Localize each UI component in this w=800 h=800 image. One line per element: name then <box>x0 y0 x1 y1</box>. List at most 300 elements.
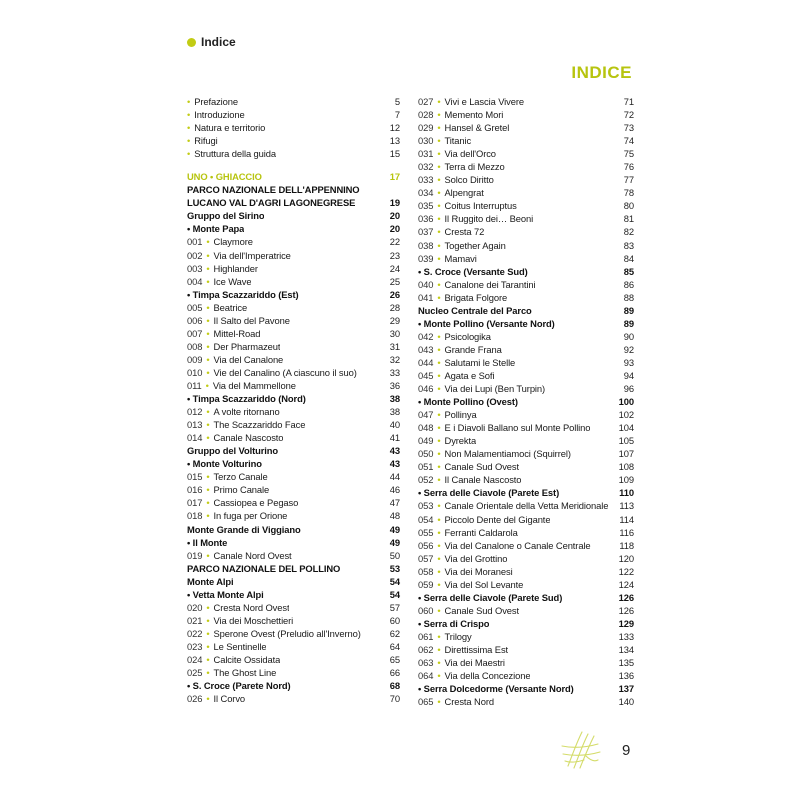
entry-label <box>187 601 289 614</box>
entry-page-number: 94 <box>623 369 634 381</box>
entry-page-number: 65 <box>389 653 400 665</box>
route-number: 020 <box>187 601 203 613</box>
index-entry <box>187 549 400 562</box>
bullet-icon: • <box>437 226 441 238</box>
entry-title: • Serra Dolcedorme (Versante Nord) <box>418 683 574 695</box>
entry-label <box>418 565 513 578</box>
index-entry <box>418 343 634 356</box>
bullet-icon: • <box>206 236 210 248</box>
index-entry <box>187 614 400 627</box>
entry-title: Ferranti Caldarola <box>444 526 518 538</box>
bullet-icon: • <box>437 461 441 473</box>
entry-page-number: 17 <box>389 171 400 183</box>
bullet-icon: • <box>206 301 210 313</box>
route-number: 057 <box>418 552 434 564</box>
entry-label <box>418 421 590 434</box>
bullet-icon: • <box>437 96 441 107</box>
entry-page-number: 84 <box>623 252 634 264</box>
index-entry <box>187 275 400 288</box>
route-number: 052 <box>418 474 434 486</box>
entry-title: • S. Croce (Parete Nord) <box>187 680 291 692</box>
index-entry <box>418 473 634 486</box>
index-entry <box>418 317 634 330</box>
entry-label <box>418 473 521 486</box>
entry-page-number: 70 <box>389 693 400 705</box>
bullet-icon: • <box>437 435 441 447</box>
entry-title: Coitus Interruptus <box>444 200 517 212</box>
entry-label <box>418 682 574 695</box>
entry-label <box>187 640 266 653</box>
entry-label <box>418 578 523 591</box>
entry-page-number: 114 <box>619 513 634 525</box>
bullet-icon: • <box>206 340 210 352</box>
route-number: 022 <box>187 627 203 639</box>
index-entry <box>187 653 400 666</box>
entry-title: Via del Canalone o Canale Centrale <box>444 539 591 551</box>
entry-page-number: 136 <box>618 670 634 682</box>
entry-page-number: 43 <box>389 458 400 470</box>
entry-label <box>418 291 507 304</box>
entry-title: Via della Concezione <box>444 670 531 682</box>
entry-label <box>187 327 260 340</box>
entry-label <box>187 108 245 121</box>
entry-page-number: 46 <box>389 484 400 496</box>
bullet-icon: • <box>437 200 441 212</box>
entry-label <box>418 330 491 343</box>
entry-page-number: 43 <box>389 445 400 457</box>
bullet-icon: • <box>437 383 441 395</box>
entry-title: Via dei Moranesi <box>444 565 513 577</box>
bullet-icon: • <box>437 552 441 564</box>
entry-label <box>418 591 562 604</box>
route-number: 029 <box>418 122 434 134</box>
entry-label <box>187 536 227 549</box>
entry-page-number: 71 <box>623 96 634 107</box>
entry-page-number: 64 <box>389 640 400 652</box>
bullet-icon: • <box>437 330 441 342</box>
entry-page-number: 48 <box>389 510 400 522</box>
bullet-icon: • <box>437 643 441 655</box>
entry-label <box>187 249 291 262</box>
entry-label <box>187 653 280 666</box>
bullet-icon: • <box>437 291 441 303</box>
index-entry <box>187 196 400 209</box>
entry-page-number: 129 <box>618 617 634 629</box>
index-entry <box>418 604 634 617</box>
entry-title: Il Salto del Pavone <box>213 314 290 326</box>
bullet-icon: • <box>206 314 210 326</box>
entry-title: Via dei Lupi (Ben Turpin) <box>444 383 546 395</box>
index-entry <box>418 173 634 186</box>
entry-label <box>187 418 305 431</box>
entry-page-number: 137 <box>618 683 634 695</box>
bullet-icon: • <box>206 366 210 378</box>
entry-title: Le Sentinelle <box>213 640 267 652</box>
bullet-icon: • <box>437 213 441 225</box>
entry-label <box>418 669 530 682</box>
entry-page-number: 54 <box>389 588 400 600</box>
entry-title: • Il Monte <box>187 536 228 548</box>
bullet-icon: • <box>437 409 441 421</box>
entry-page-number: 53 <box>389 562 400 574</box>
bullet-icon: • <box>437 630 441 642</box>
index-entry <box>187 496 400 509</box>
entry-title: • Timpa Scazzariddo (Est) <box>187 288 299 300</box>
index-entry <box>187 249 400 262</box>
index-entry <box>187 692 400 705</box>
route-number: 053 <box>418 500 434 512</box>
entry-title: Gruppo del Sirino <box>187 210 265 222</box>
entry-label <box>418 369 494 382</box>
bullet-icon: • <box>437 565 441 577</box>
index-entry <box>187 536 400 549</box>
index-entry <box>418 369 634 382</box>
index-entry <box>187 353 400 366</box>
bullet-icon: • <box>206 653 210 665</box>
index-entry <box>418 265 634 278</box>
index-entry <box>187 679 400 692</box>
entry-title: Together Again <box>444 239 506 251</box>
route-number: 044 <box>418 356 434 368</box>
route-number: 054 <box>418 513 434 525</box>
route-number: 025 <box>187 667 203 679</box>
entry-page-number: 47 <box>389 497 400 509</box>
route-number: 014 <box>187 432 203 444</box>
entry-page-number: 126 <box>618 604 634 616</box>
index-entry <box>187 314 400 327</box>
bullet-icon: • <box>437 578 441 590</box>
entry-page-number: 72 <box>623 109 634 121</box>
entry-title: In fuga per Orione <box>213 510 288 522</box>
entry-label <box>187 679 291 692</box>
route-number: 021 <box>187 614 203 626</box>
index-entry <box>418 656 634 669</box>
route-number: 037 <box>418 226 434 238</box>
route-number: 060 <box>418 604 434 616</box>
entry-page-number: 81 <box>623 213 634 225</box>
route-number: 008 <box>187 340 203 352</box>
route-number: 017 <box>187 497 203 509</box>
entry-label <box>187 235 253 248</box>
route-number: 056 <box>418 539 434 551</box>
entry-title: The Scazzariddo Face <box>213 419 306 431</box>
index-entry <box>187 601 400 614</box>
route-number: 042 <box>418 330 434 342</box>
section-header-label: Indice <box>201 35 236 49</box>
entry-page-number: 90 <box>623 330 634 342</box>
entry-title: Claymore <box>213 236 253 248</box>
entry-title: The Ghost Line <box>213 667 277 679</box>
bullet-icon: • <box>437 369 441 381</box>
index-entry <box>187 457 400 470</box>
index-entry <box>418 513 634 526</box>
bullet-icon: • <box>437 526 441 538</box>
entry-label <box>187 627 361 640</box>
index-entry <box>187 288 400 301</box>
index-entry <box>187 509 400 522</box>
bullet-icon: • <box>437 356 441 368</box>
entry-page-number: 57 <box>389 601 400 613</box>
entry-label <box>187 470 268 483</box>
entry-title: Via dell'Orco <box>444 148 496 160</box>
index-entry <box>187 183 400 196</box>
entry-label <box>187 275 251 288</box>
index-entry <box>418 304 634 317</box>
index-entry <box>187 121 400 134</box>
index-entry <box>187 470 400 483</box>
bullet-icon: • <box>187 109 191 121</box>
entry-label <box>187 692 245 705</box>
bullet-icon: • <box>437 343 441 355</box>
bullet-icon: • <box>206 549 210 561</box>
route-number: 015 <box>187 471 203 483</box>
entry-title: • Monte Pollino (Ovest) <box>418 396 518 408</box>
entry-title: Hansel & Gretel <box>444 122 510 134</box>
entry-title: Pollinya <box>444 409 477 421</box>
entry-page-number: 108 <box>618 461 634 473</box>
entry-label <box>187 444 278 457</box>
entry-label <box>418 630 472 643</box>
index-entry <box>418 356 634 369</box>
entry-label <box>187 523 301 536</box>
entry-page-number: 62 <box>389 627 400 639</box>
entry-title: Prefazione <box>194 96 239 107</box>
entry-title: Canale Nascosto <box>213 432 284 444</box>
entry-label <box>418 434 476 447</box>
entry-label <box>187 575 234 588</box>
index-entry <box>187 301 400 314</box>
entry-title: Canalone dei Tarantini <box>444 278 536 290</box>
index-entry <box>418 291 634 304</box>
entry-page-number: 73 <box>623 122 634 134</box>
entry-title: Terzo Canale <box>213 471 268 483</box>
entry-page-number: 23 <box>389 249 400 261</box>
entry-label <box>418 395 518 408</box>
index-entry <box>418 330 634 343</box>
entry-page-number: 49 <box>389 523 400 535</box>
entry-title: Titanic <box>444 135 472 147</box>
entry-title: Cresta Nord <box>444 696 494 708</box>
entry-label <box>187 170 262 183</box>
index-entry <box>418 121 634 134</box>
entry-page-number: 100 <box>618 396 634 408</box>
entry-page-number: 24 <box>389 262 400 274</box>
bullet-icon: • <box>437 670 441 682</box>
entry-label <box>187 666 276 679</box>
entry-label <box>418 95 524 108</box>
index-column-right <box>418 95 634 708</box>
index-entry <box>187 588 400 601</box>
route-number: 050 <box>418 448 434 460</box>
entry-page-number: 83 <box>623 239 634 251</box>
entry-page-number: 36 <box>389 379 400 391</box>
entry-page-number: 86 <box>623 278 634 290</box>
entry-label <box>187 457 262 470</box>
entry-page-number: 107 <box>618 448 634 460</box>
route-number: 059 <box>418 578 434 590</box>
bullet-icon: • <box>437 135 441 147</box>
entry-title: Via del Grottino <box>444 552 508 564</box>
index-entry <box>418 395 634 408</box>
entry-label <box>418 408 477 421</box>
entry-page-number: 5 <box>394 96 400 107</box>
entry-label <box>187 340 280 353</box>
route-number: 039 <box>418 252 434 264</box>
entry-title: Primo Canale <box>213 484 270 496</box>
entry-title: Vivi e Lascia Vivere <box>444 96 524 107</box>
entry-title: Terra di Mezzo <box>444 161 505 173</box>
route-number: 051 <box>418 461 434 473</box>
entry-label <box>418 186 484 199</box>
entry-title: Mamavi <box>444 252 477 264</box>
entry-page-number: 109 <box>618 474 634 486</box>
route-number: 004 <box>187 275 203 287</box>
entry-title: Canale Sud Ovest <box>444 461 520 473</box>
entry-label <box>418 225 484 238</box>
route-number: 010 <box>187 366 203 378</box>
entry-title: Via del Sol Levante <box>444 578 524 590</box>
entry-title: UNO • GHIACCIO <box>187 171 262 183</box>
entry-title: Der Pharmazeut <box>213 340 281 352</box>
entry-label <box>187 147 276 160</box>
entry-title: Natura e territorio <box>194 122 266 134</box>
entry-title: Via dei Moschettieri <box>213 614 294 626</box>
index-entry <box>187 327 400 340</box>
index-entry <box>187 366 400 379</box>
route-number: 007 <box>187 327 203 339</box>
entry-title: Brigata Folgore <box>444 291 508 303</box>
bullet-icon: • <box>437 161 441 173</box>
entry-page-number: 15 <box>389 148 400 160</box>
entry-title: Rifugi <box>194 135 218 147</box>
entry-title: Cassiopea e Pegaso <box>213 497 299 509</box>
route-number: 002 <box>187 249 203 261</box>
index-entry <box>187 134 400 147</box>
entry-label <box>187 549 292 562</box>
signature-mark-icon <box>560 726 602 770</box>
index-entry <box>418 421 634 434</box>
index-entry <box>418 382 634 395</box>
route-number: 009 <box>187 353 203 365</box>
entry-label <box>187 379 296 392</box>
bullet-icon: • <box>437 513 441 525</box>
index-entry <box>187 431 400 444</box>
bullet-icon: • <box>206 419 210 431</box>
index-entry <box>418 526 634 539</box>
route-number: 033 <box>418 174 434 186</box>
bullet-icon: • <box>187 148 191 160</box>
entry-label <box>187 95 238 108</box>
entry-page-number: 113 <box>619 500 634 512</box>
index-entry <box>418 108 634 121</box>
entry-page-number: 20 <box>389 223 400 235</box>
entry-label <box>418 656 505 669</box>
entry-label <box>418 526 518 539</box>
entry-title: Via del Mammellone <box>212 379 296 391</box>
bullet-icon: • <box>437 696 441 708</box>
route-number: 041 <box>418 291 434 303</box>
entry-title: LUCANO VAL D'AGRI LAGONEGRESE <box>187 197 356 209</box>
bullet-icon: • <box>437 539 441 551</box>
entry-label <box>418 212 533 225</box>
entry-page-number: 54 <box>389 575 400 587</box>
route-number: 031 <box>418 148 434 160</box>
bullet-icon: • <box>206 432 210 444</box>
route-number: 006 <box>187 314 203 326</box>
entry-title: Highlander <box>213 262 258 274</box>
index-entry <box>187 222 400 235</box>
entry-label <box>187 588 264 601</box>
entry-title: Direttissima Est <box>444 643 509 655</box>
bullet-icon: • <box>206 262 210 274</box>
entry-label <box>418 499 608 512</box>
entry-label <box>187 392 306 405</box>
entry-page-number: 120 <box>618 552 634 564</box>
entry-label <box>418 604 519 617</box>
entry-label <box>418 199 517 212</box>
index-column-left <box>187 95 400 705</box>
bullet-icon: • <box>206 627 210 639</box>
index-entry <box>187 405 400 418</box>
route-number: 030 <box>418 135 434 147</box>
entry-label <box>418 382 545 395</box>
bullet-icon: • <box>206 406 210 418</box>
entry-title: Alpengrat <box>444 187 484 199</box>
bullet-icon: • <box>437 122 441 134</box>
index-entry <box>418 186 634 199</box>
bullet-icon: • <box>206 275 210 287</box>
entry-label <box>187 405 280 418</box>
entry-title: Monte Grande di Viggiano <box>187 523 301 535</box>
route-number: 061 <box>418 630 434 642</box>
bullet-icon: • <box>206 471 210 483</box>
route-number: 028 <box>418 109 434 121</box>
entry-label <box>418 239 506 252</box>
bullet-icon: • <box>205 379 209 391</box>
index-entry <box>187 483 400 496</box>
route-number: 016 <box>187 484 203 496</box>
entry-page-number: 134 <box>618 643 634 655</box>
entry-title: • Serra di Crispo <box>418 617 490 629</box>
entry-label <box>418 643 508 656</box>
entry-page-number: 80 <box>623 200 634 212</box>
entry-label <box>187 121 265 134</box>
index-entry <box>418 147 634 160</box>
index-entry <box>418 199 634 212</box>
entry-title: Il Ruggito dei… Beoni <box>444 213 534 225</box>
entry-title: Gruppo del Volturino <box>187 445 279 457</box>
index-entry <box>418 669 634 682</box>
route-number: 013 <box>187 419 203 431</box>
entry-page-number: 126 <box>618 591 634 603</box>
entry-page-number: 20 <box>389 210 400 222</box>
bullet-icon: • <box>437 278 441 290</box>
entry-page-number: 135 <box>618 657 634 669</box>
index-entry <box>418 134 634 147</box>
entry-title: Piccolo Dente del Gigante <box>444 513 551 525</box>
entry-label <box>418 252 477 265</box>
index-entry <box>187 95 400 108</box>
entry-title: Solco Diritto <box>444 174 494 186</box>
route-number: 034 <box>418 187 434 199</box>
entry-title: Il Canale Nascosto <box>444 474 522 486</box>
bullet-icon: • <box>187 122 191 134</box>
entry-title: Dyrekta <box>444 435 477 447</box>
route-number: 005 <box>187 301 203 313</box>
index-entry <box>418 225 634 238</box>
entry-page-number: 116 <box>619 526 634 538</box>
entry-title: Canale Orientale della Vetta Meridionale <box>444 500 609 512</box>
